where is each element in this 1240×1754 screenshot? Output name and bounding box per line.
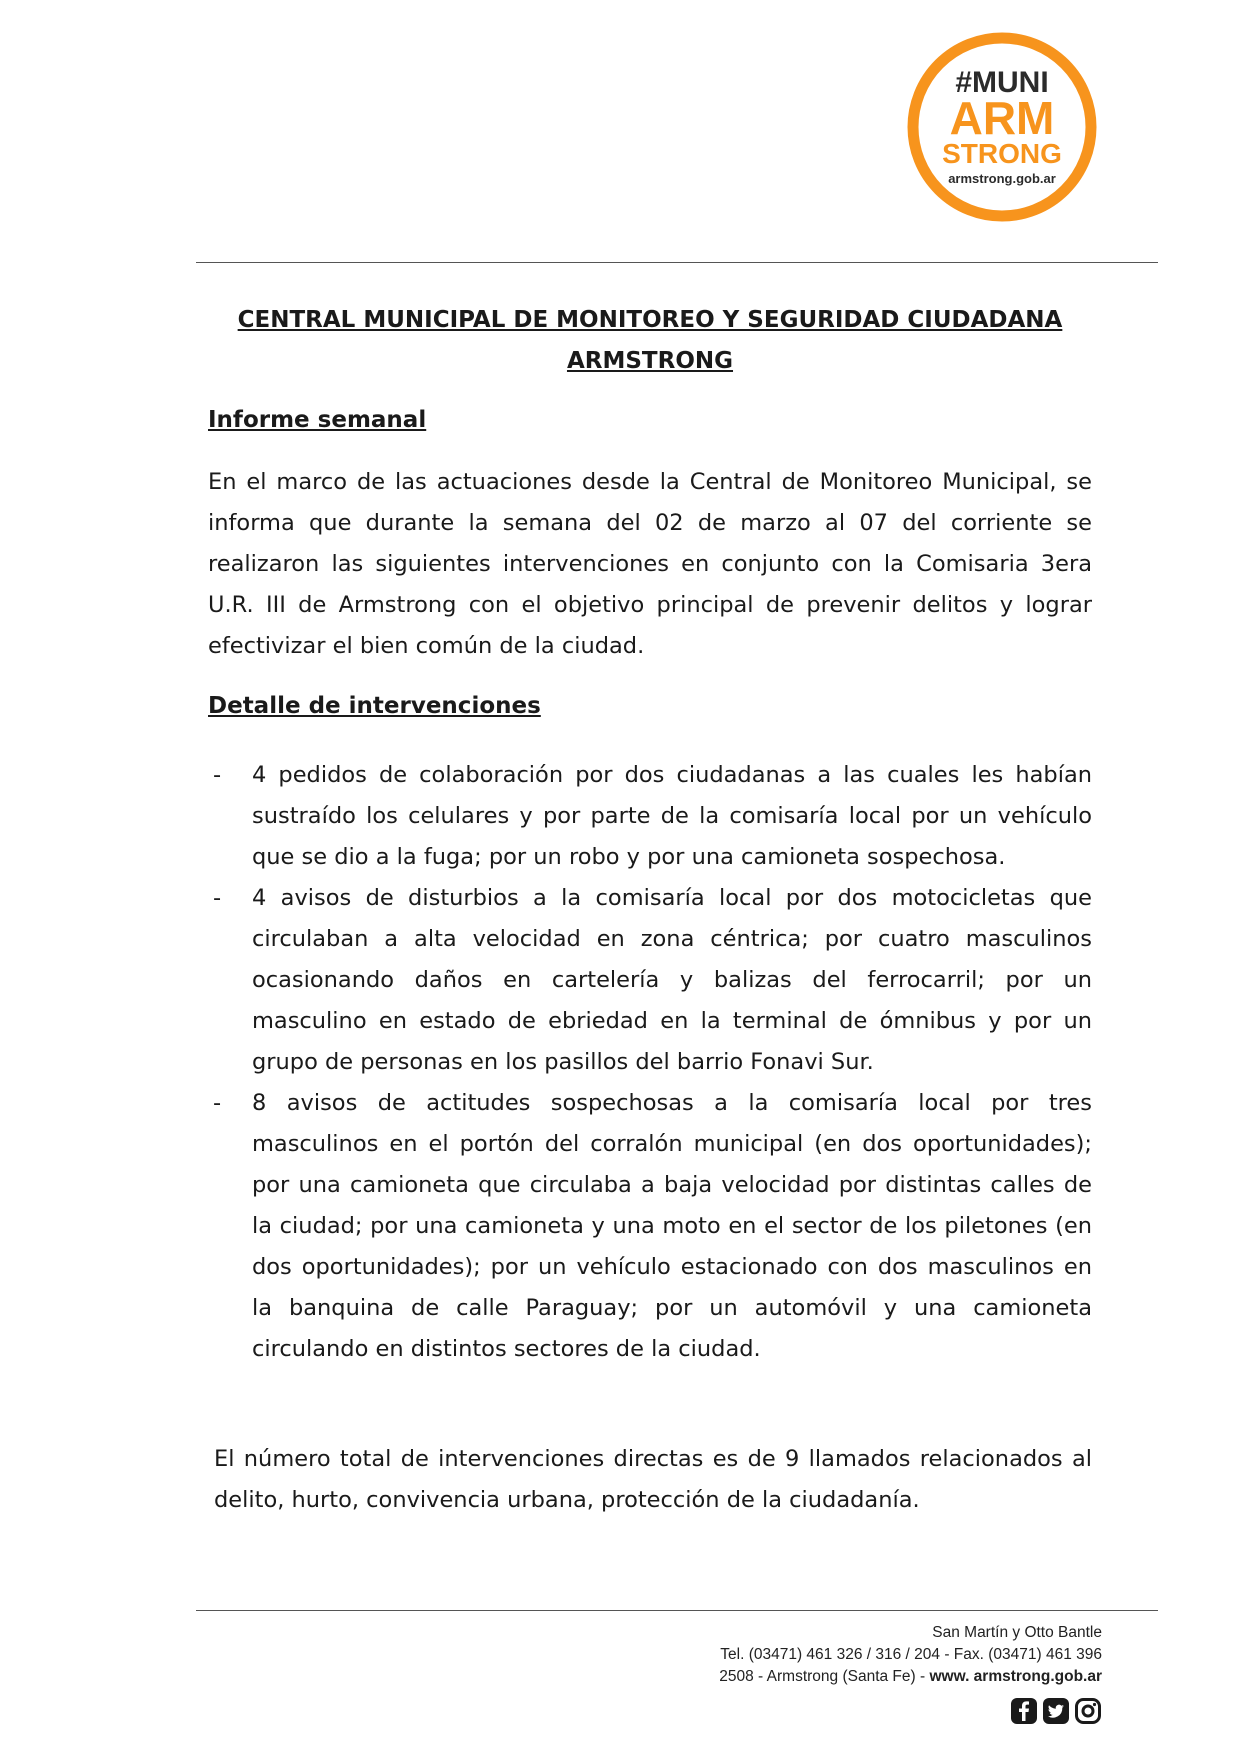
footer-phone: Tel. (03471) 461 326 / 316 / 204 - Fax. (03471) 461 396 [720, 1646, 1102, 1663]
intro-paragraph: En el marco de las actuaciones desde la Central de Monitoreo Municipal, se informa que durante la semana del 02 de marzo al 07 del corriente se realizaron las siguientes intervenciones en conjunto con la Comisaria 3era U.R. III de Armstrong con el objetivo principal de prevenir delitos y lograr efectivizar el bien común de la ciudad. [208, 469, 1092, 659]
logo-line-4: armstrong.gob.ar [948, 171, 1056, 186]
document-title [196, 300, 1104, 382]
list-bullet: - [213, 762, 222, 788]
logo-line-1: #MUNI [955, 66, 1049, 99]
logo-line-2: ARM [949, 92, 1055, 144]
logo-badge [905, 30, 1099, 224]
footer-address: San Martín y Otto Bantle [932, 1624, 1102, 1641]
section-heading-informe: Informe semanal [208, 407, 427, 433]
section-heading-detalle: Detalle de intervenciones [208, 693, 541, 719]
list-item-text: 4 pedidos de colaboración por dos ciudadanas a las cuales les habían sustraído los celulares y por parte de la comisaría local por un vehículo que se dio a la fuga; por un robo y por una camioneta sospechosa. [252, 762, 1092, 870]
footer-divider [196, 1610, 1158, 1611]
list-bullet: - [213, 1090, 222, 1116]
title-line-2: ARMSTRONG [566, 348, 734, 374]
footer-city-line [719, 1666, 1102, 1688]
list-item [208, 878, 1092, 1083]
list-item-text: 4 avisos de disturbios a la comisaría local por dos motocicletas que circulaban a alta velocidad en zona céntrica; por cuatro masculinos ocasionando daños en cartelería y balizas del ferrocarril; por un masculino en estado de ebriedad en la terminal de ómnibus y por un grupo de personas en los pasillos del barrio Fonavi Sur. [252, 885, 1092, 1075]
list-item [208, 755, 1092, 878]
footer-contact [719, 1622, 1102, 1688]
list-bullet: - [213, 885, 222, 911]
title-line-1: CENTRAL MUNICIPAL DE MONITOREO Y SEGURIDAD CIUDADANA [237, 307, 1063, 333]
social-links [1010, 1697, 1102, 1725]
instagram-icon[interactable] [1074, 1697, 1102, 1725]
header-divider [196, 262, 1158, 263]
facebook-icon[interactable] [1010, 1697, 1038, 1725]
closing-paragraph: El número total de intervenciones directas es de 9 llamados relacionados al delito, hurto, convivencia urbana, protección de la ciudadanía. [214, 1446, 1092, 1513]
list-item [208, 1083, 1092, 1370]
footer-city: 2508 - Armstrong (Santa Fe) - [719, 1668, 930, 1685]
logo-line-3: STRONG [942, 138, 1062, 169]
footer-website[interactable]: www. armstrong.gob.ar [929, 1668, 1102, 1685]
interventions-list [208, 755, 1092, 1370]
municipality-logo [905, 30, 1099, 224]
list-item-text: 8 avisos de actitudes sospechosas a la comisaría local por tres masculinos en el portón del corralón municipal (en dos oportunidades); por una camioneta que circulaba a baja velocidad por distintas calles de la ciudad; por una camioneta y una moto en el sector de los piletones (en dos oportunidades); por un vehículo estacionado con dos masculinos en la banquina de calle Paraguay; por un automóvil y una camioneta circulando en distintos sectores de la ciudad. [252, 1090, 1092, 1362]
twitter-icon[interactable] [1042, 1697, 1070, 1725]
